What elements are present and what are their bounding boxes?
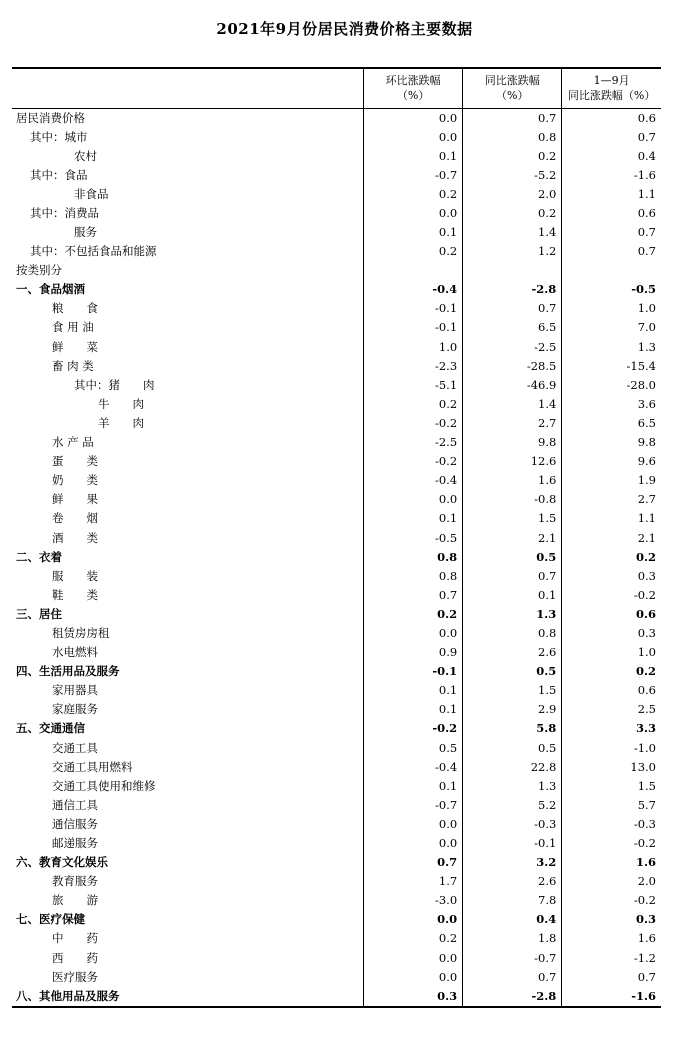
table-row [12,796,661,815]
mom-value: 0.0 [364,910,463,929]
ytd-value: -0.5 [562,280,661,299]
table-row [12,700,661,719]
ytd-value: 2.5 [562,700,661,719]
table-row [12,357,661,376]
row-label: 鞋 类 [52,587,98,602]
mom-value: 0.0 [364,815,463,834]
row-label: 七、医疗保健 [16,912,85,927]
mom-value [364,261,463,280]
table-row [12,261,661,280]
table-row [12,147,661,166]
mom-value: 0.0 [364,834,463,853]
row-label: 居民消费价格 [16,110,85,125]
yoy-value: -0.3 [463,815,562,834]
ytd-value: 9.6 [562,452,661,471]
yoy-value: 0.2 [463,147,562,166]
table-row [12,280,661,299]
table-row [12,242,661,261]
ytd-value: 1.3 [562,338,661,357]
yoy-value: -46.9 [463,376,562,395]
yoy-value: 0.5 [463,662,562,681]
mom-value: -2.3 [364,357,463,376]
header-yoy [463,68,562,108]
table-row [12,834,661,853]
mom-value: 0.0 [364,128,463,147]
yoy-value: 12.6 [463,452,562,471]
yoy-value: 1.3 [463,605,562,624]
mom-value: -0.1 [364,299,463,318]
mom-value: 0.9 [364,643,463,662]
row-label: 通信工具 [52,797,98,812]
mom-value: 0.1 [364,700,463,719]
ytd-value: 3.6 [562,395,661,414]
table-row [12,586,661,605]
table-row [12,987,661,1007]
ytd-value: -0.2 [562,834,661,853]
yoy-value: 0.2 [463,204,562,223]
table-row [12,739,661,758]
yoy-value: 0.5 [463,548,562,567]
mom-value: 0.2 [364,929,463,948]
row-label: 其中：不包括食品和能源 [30,244,157,259]
ytd-value: 0.3 [562,910,661,929]
mom-value: 0.1 [364,777,463,796]
ytd-value: 2.0 [562,872,661,891]
mom-value: -0.1 [364,318,463,337]
yoy-value: 0.5 [463,739,562,758]
yoy-value: 0.7 [463,968,562,987]
ytd-value: -1.6 [562,166,661,185]
row-label: 羊 肉 [98,415,144,430]
ytd-value: -0.3 [562,815,661,834]
table-row [12,185,661,204]
row-label: 教育服务 [52,874,98,889]
row-label: 其中：城市 [30,129,88,144]
ytd-value: -1.2 [562,949,661,968]
table-row [12,968,661,987]
yoy-value: 0.8 [463,624,562,643]
table-row [12,299,661,318]
yoy-value: 2.9 [463,700,562,719]
table-row [12,949,661,968]
ytd-value: 2.7 [562,490,661,509]
table-row [12,490,661,509]
row-label: 交通工具用燃料 [52,759,133,774]
mom-value: 0.0 [364,108,463,128]
ytd-value: 5.7 [562,796,661,815]
table-row [12,643,661,662]
mom-value: 0.7 [364,586,463,605]
mom-value: -0.4 [364,280,463,299]
ytd-value: 1.6 [562,853,661,872]
ytd-value: 1.6 [562,929,661,948]
yoy-value: 2.7 [463,414,562,433]
header-mom-line2: （%） [396,89,430,103]
mom-value: 0.5 [364,739,463,758]
ytd-value: 1.9 [562,471,661,490]
mom-value: 0.0 [364,624,463,643]
mom-value: 0.0 [364,949,463,968]
row-label: 通信服务 [52,816,98,831]
table-row [12,338,661,357]
row-label: 医疗服务 [52,969,98,984]
row-label: 酒 类 [52,530,98,545]
table-row [12,624,661,643]
ytd-value: 0.3 [562,624,661,643]
row-label: 其中：消费品 [30,205,99,220]
table-row [12,223,661,242]
header-ytd-line2: 同比涨跌幅（%） [567,89,656,103]
table-row [12,853,661,872]
ytd-value: -0.2 [562,891,661,910]
row-label: 家用器具 [52,683,98,698]
row-label: 畜 肉 类 [52,358,94,373]
row-label: 水电燃料 [52,645,98,660]
yoy-value: -28.5 [463,357,562,376]
ytd-value: 2.1 [562,528,661,547]
page-title: 2021年9月份居民消费价格主要数据 [216,20,473,38]
yoy-value: 0.1 [463,586,562,605]
ytd-value: 1.1 [562,185,661,204]
row-label: 奶 类 [52,473,98,488]
row-label: 牛 肉 [98,396,144,411]
row-label: 其中：食品 [30,167,88,182]
mom-value: 0.0 [364,204,463,223]
mom-value: 0.1 [364,223,463,242]
mom-value: -0.4 [364,758,463,777]
row-label: 鲜 菜 [52,339,98,354]
ytd-value: -28.0 [562,376,661,395]
table-row [12,128,661,147]
mom-value: -0.2 [364,414,463,433]
header-ytd-line1: 1—9月 [593,74,630,88]
mom-value: -5.1 [364,376,463,395]
ytd-value: 9.8 [562,433,661,452]
mom-value: -0.7 [364,796,463,815]
ytd-value: -1.0 [562,739,661,758]
mom-value: 0.2 [364,605,463,624]
table-body [12,108,661,1007]
table-row [12,414,661,433]
ytd-value: 0.2 [562,548,661,567]
table-row [12,567,661,586]
row-label: 服 装 [52,568,98,583]
table-row [12,108,661,128]
ytd-value: 0.6 [562,681,661,700]
header-ytd [562,68,661,108]
table-row [12,758,661,777]
yoy-value: 1.8 [463,929,562,948]
yoy-value: 1.5 [463,681,562,700]
ytd-value: 0.4 [562,147,661,166]
table-header-row [12,68,661,108]
yoy-value: 7.8 [463,891,562,910]
table-row [12,605,661,624]
row-label: 食 用 油 [52,320,94,335]
mom-value: -0.1 [364,662,463,681]
yoy-value: 9.8 [463,433,562,452]
mom-value: -2.5 [364,433,463,452]
ytd-value: 3.3 [562,719,661,738]
row-label: 八、其他用品及服务 [12,987,364,1007]
table-row [12,815,661,834]
table-row [12,777,661,796]
ytd-value: 1.0 [562,299,661,318]
ytd-value: -0.2 [562,586,661,605]
table-row [12,376,661,395]
table-row [12,910,661,929]
mom-value: 0.3 [364,987,463,1007]
table-row [12,719,661,738]
ytd-value: 0.7 [562,128,661,147]
ytd-value: 1.0 [562,643,661,662]
row-label: 二、衣着 [16,549,62,564]
table-row [12,509,661,528]
mom-value: 0.1 [364,681,463,700]
row-label: 五、交通通信 [16,721,85,736]
mom-value: 1.0 [364,338,463,357]
yoy-value: 5.2 [463,796,562,815]
row-label: 蛋 类 [52,454,98,469]
mom-value: 0.7 [364,853,463,872]
yoy-value: 1.3 [463,777,562,796]
mom-value: -0.5 [364,528,463,547]
ytd-value: -1.6 [562,987,661,1007]
ytd-value: 1.1 [562,509,661,528]
table-row [12,929,661,948]
table-row [12,166,661,185]
yoy-value: 2.1 [463,528,562,547]
mom-value: 0.2 [364,185,463,204]
row-label: 其中：猪 肉 [74,377,155,392]
yoy-value: 1.5 [463,509,562,528]
yoy-value: 1.4 [463,223,562,242]
table-row [12,662,661,681]
mom-value: 0.2 [364,395,463,414]
row-label: 三、居住 [16,606,62,621]
yoy-value: 2.6 [463,643,562,662]
mom-value: 1.7 [364,872,463,891]
mom-value: 0.1 [364,147,463,166]
mom-value: -0.2 [364,452,463,471]
yoy-value: 0.7 [463,108,562,128]
yoy-value: 0.4 [463,910,562,929]
yoy-value: 0.7 [463,299,562,318]
yoy-value [463,261,562,280]
yoy-value: -2.5 [463,338,562,357]
yoy-value: -0.7 [463,949,562,968]
mom-value: 0.1 [364,509,463,528]
yoy-value: 5.8 [463,719,562,738]
row-label: 按类别分 [16,263,62,278]
row-label: 一、食品烟酒 [16,282,85,297]
yoy-value: -5.2 [463,166,562,185]
table-row [12,204,661,223]
ytd-value: 0.3 [562,567,661,586]
row-label: 水 产 品 [52,435,94,450]
table-row [12,548,661,567]
row-label: 农村 [74,148,97,163]
table-row [12,318,661,337]
yoy-value: 22.8 [463,758,562,777]
table-row [12,395,661,414]
header-mom-line1: 环比涨跌幅 [385,74,441,88]
table-row [12,681,661,700]
yoy-value: 2.0 [463,185,562,204]
cpi-table [12,67,661,1008]
ytd-value: 0.6 [562,605,661,624]
row-label: 交通工具 [52,740,98,755]
yoy-value: 3.2 [463,853,562,872]
header-mom [364,68,463,108]
header-item [12,68,364,108]
table-row [12,872,661,891]
table-row [12,433,661,452]
table-row [12,471,661,490]
yoy-value: 1.4 [463,395,562,414]
ytd-value: 0.7 [562,242,661,261]
yoy-value: 1.2 [463,242,562,261]
mom-value: -3.0 [364,891,463,910]
table-row [12,452,661,471]
ytd-value: 0.2 [562,662,661,681]
ytd-value [562,261,661,280]
ytd-value: 0.6 [562,204,661,223]
row-label: 服务 [74,225,97,240]
yoy-value: -0.1 [463,834,562,853]
ytd-value: 7.0 [562,318,661,337]
row-label: 四、生活用品及服务 [16,664,120,679]
mom-value: 0.0 [364,490,463,509]
yoy-value: 0.8 [463,128,562,147]
row-label: 鲜 果 [52,492,98,507]
row-label: 旅 游 [52,893,98,908]
ytd-value: -15.4 [562,357,661,376]
ytd-value: 0.7 [562,968,661,987]
table-row [12,528,661,547]
row-label: 非食品 [74,186,109,201]
ytd-value: 0.7 [562,223,661,242]
row-label: 家庭服务 [52,702,98,717]
mom-value: -0.2 [364,719,463,738]
ytd-value: 0.6 [562,108,661,128]
ytd-value: 1.5 [562,777,661,796]
mom-value: -0.4 [364,471,463,490]
yoy-value: 6.5 [463,318,562,337]
header-yoy-line1: 同比涨跌幅 [484,74,540,88]
header-yoy-line2: （%） [496,89,529,103]
yoy-value: -0.8 [463,490,562,509]
yoy-value: 0.7 [463,567,562,586]
row-label: 中 药 [52,931,98,946]
ytd-value: 13.0 [562,758,661,777]
row-label: 邮递服务 [52,836,98,851]
yoy-value: 1.6 [463,471,562,490]
yoy-value: -2.8 [463,280,562,299]
yoy-value: 2.6 [463,872,562,891]
mom-value: 0.0 [364,968,463,987]
row-label: 卷 烟 [52,511,98,526]
ytd-value: 6.5 [562,414,661,433]
mom-value: 0.8 [364,567,463,586]
mom-value: 0.8 [364,548,463,567]
mom-value: 0.2 [364,242,463,261]
row-label: 西 药 [52,950,98,965]
row-label: 租赁房房租 [52,625,110,640]
row-label: 交通工具使用和维修 [52,778,156,793]
yoy-value: -2.8 [463,987,562,1007]
row-label: 六、教育文化娱乐 [16,855,108,870]
row-label: 粮 食 [52,301,98,316]
mom-value: -0.7 [364,166,463,185]
table-row [12,891,661,910]
